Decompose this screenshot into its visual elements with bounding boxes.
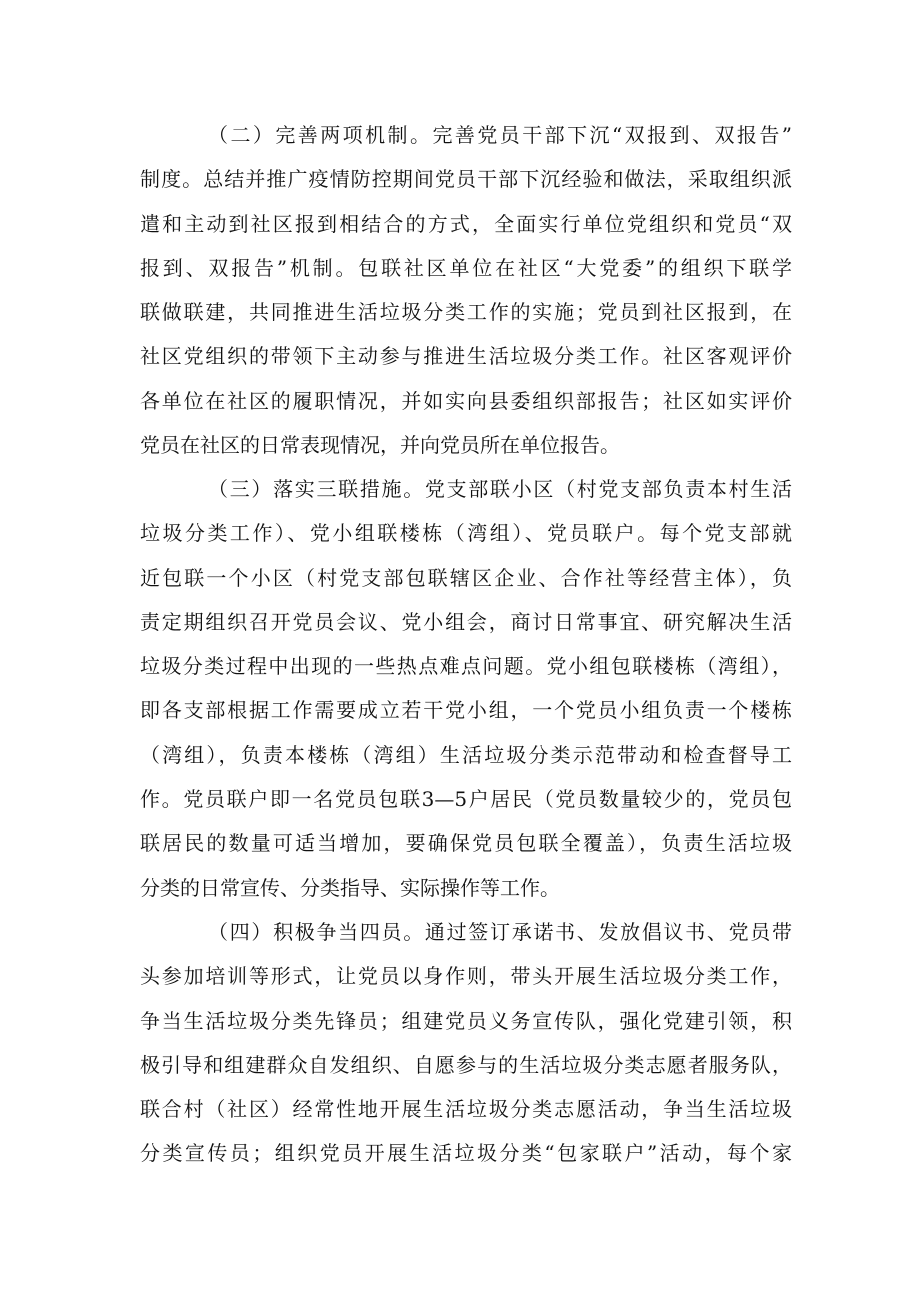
paragraph-line: 分类宣传员；组织党员开展生活垃圾分类“包家联户”活动，每个家: [140, 1141, 792, 1166]
paragraph-line: 责定期组织召开党员会议、党小组会，商讨日常事宜、研究解决生活: [140, 609, 792, 634]
paragraph-four-roles: [140, 910, 792, 1176]
paragraph-line: （二）完善两项机制。完善党员干部下沉“双报到、双报告”: [208, 123, 792, 147]
paragraph-line: 遣和主动到社区报到相结合的方式，全面实行单位党组织和党员“双: [140, 211, 792, 236]
paragraph-line: 垃圾分类过程中出现的一些热点难点问题。党小组包联楼栋（湾组），: [140, 654, 792, 679]
paragraph-line: 垃圾分类工作）、党小组联楼栋（湾组）、党员联户。每个党支部就: [140, 521, 792, 546]
paragraph-three-linkages: [140, 467, 792, 910]
paragraph-line: 即各支部根据工作需要成立若干党小组，一个党员小组负责一个楼栋: [140, 698, 792, 723]
paragraph-line: 联居民的数量可适当增加，要确保党员包联全覆盖），负责生活垃圾: [140, 831, 792, 856]
paragraph-line: 作。党员联户即一名党员包联3—5户居民（党员数量较少的，党员包: [140, 787, 792, 812]
paragraph-line: 联做联建，共同推进生活垃圾分类工作的实施；党员到社区报到，在: [140, 300, 792, 325]
paragraph-line: 头参加培训等形式，让党员以身作则，带头开展生活垃圾分类工作，: [140, 964, 792, 989]
paragraph-line: 争当生活垃圾分类先锋员；组建党员义务宣传队，强化党建引领，积: [140, 1008, 792, 1033]
paragraph-line: 制度。总结并推广疫情防控期间党员干部下沉经验和做法，采取组织派: [140, 167, 792, 192]
paragraph-line: 分类的日常宣传、分类指导、实际操作等工作。: [140, 875, 560, 900]
paragraph-line: 极引导和组建群众自发组织、自愿参与的生活垃圾分类志愿者服务队，: [140, 1052, 792, 1077]
paragraph-line: （三）落实三联措施。党支部联小区（村党支部负责本村生活: [208, 477, 792, 501]
paragraph-line: （四）积极争当四员。通过签订承诺书、发放倡议书、党员带: [208, 920, 792, 944]
paragraph-line: 社区党组织的带领下主动参与推进生活垃圾分类工作。社区客观评价: [140, 344, 792, 369]
paragraph-line: 党员在社区的日常表现情况，并向党员所在单位报告。: [140, 433, 620, 458]
paragraph-two-mechanisms: [140, 113, 792, 467]
paragraph-line: 报到、双报告”机制。包联社区单位在社区“大党委”的组织下联学: [140, 255, 792, 280]
paragraph-line: （湾组），负责本楼栋（湾组）生活垃圾分类示范带动和检查督导工: [140, 742, 792, 767]
paragraph-line: 近包联一个小区（村党支部包联辖区企业、合作社等经营主体），负: [140, 565, 792, 590]
paragraph-line: 联合村（社区）经常性地开展生活垃圾分类志愿活动，争当生活垃圾: [140, 1097, 792, 1122]
paragraph-line: 各单位在社区的履职情况，并如实向县委组织部报告；社区如实评价: [140, 388, 792, 413]
